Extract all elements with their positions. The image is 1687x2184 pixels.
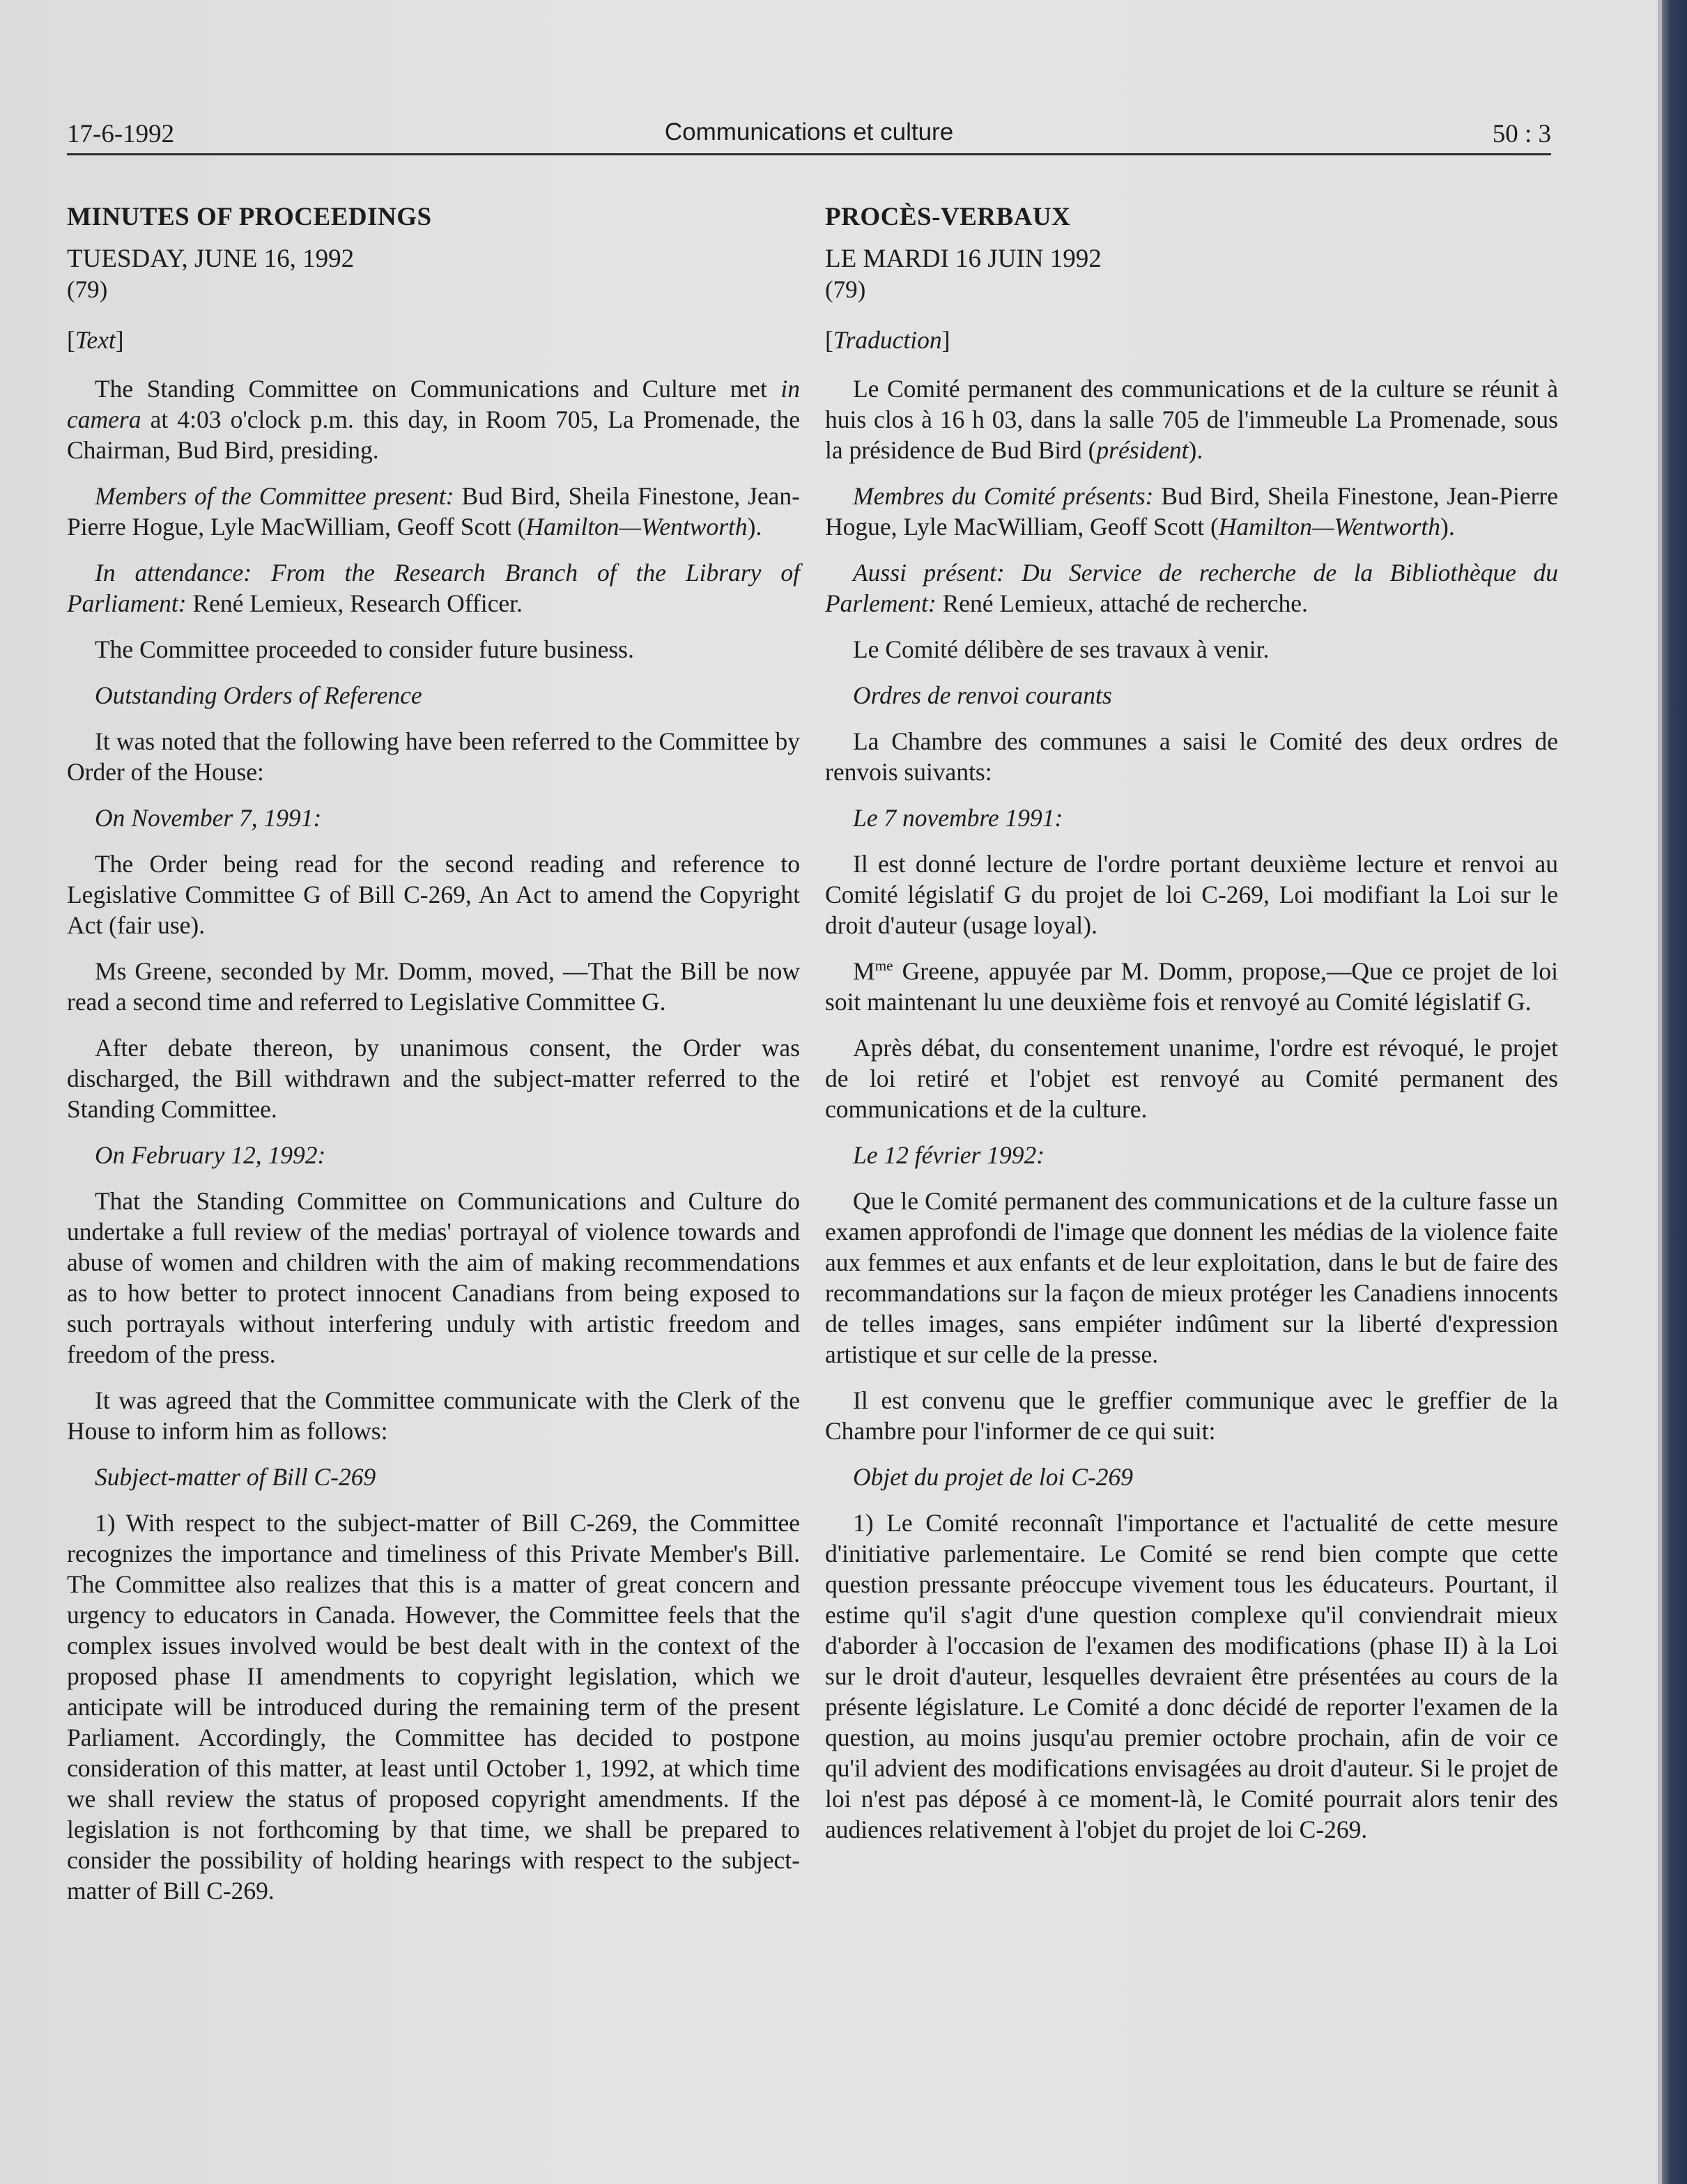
subheading-feb-12-fr: Le 12 février 1992: — [853, 1141, 1045, 1169]
bill-paragraph-fr: 1) Le Comité reconnaît l'importance et l'actualité de cette mesure d'initiative parlementaire. Le Comité se rend bien compte que cette question pressante préoccupe vivement tous les éducateurs. Pourtant, il estime qu'il s'agit d'une question complexe qu'il conviendrait mieux d'aborder à l'occasion de l'examen des modifications (phase II) à la Loi sur le droit d'auteur, lesquelles devraient être présentées au cours de la présente législature. Le Comité a donc décidé de reporter l'examen de la question, au moins jusqu'au premier octobre prochain, afin de voir ce qu'il advient des modifications envisagées au droit d'auteur. Si le projet de loi n'est pas déposé à ce moment-là, le Comité pourrait alors tenir des audiences relativement à l'objet du projet de loi C-269. — [825, 1509, 1558, 1843]
members-present-label: Members of the Committee present: — [95, 482, 454, 510]
order-read-paragraph: The Order being read for the second reading and reference to Legislative Committee G of Bill C-269, An Act to amend the Copyright Act (fair use). — [67, 850, 800, 939]
referral-paragraph: It was noted that the following have been referred to the Committee by Order of the House: — [67, 727, 800, 786]
header-title: Communications et culture — [664, 118, 954, 146]
members-riding-fr: Hamilton—Wentworth — [1218, 513, 1441, 541]
debate-paragraph-fr: Après débat, du consentement unanime, l'ordre est révoqué, le projet de loi retiré et l'objet est renvoyé au Comité permanent des communications et de la culture. — [825, 1034, 1558, 1123]
motion-paragraph-fr — [825, 956, 1558, 1017]
subheading-bill: Subject-matter of Bill C-269 — [95, 1463, 376, 1491]
members-present-text-fr: Bud Bird, Sheila Finestone, Jean-Pierre Hogue, Lyle MacWilliam, Geoff Scott ( — [825, 482, 1558, 541]
members-present-paragraph-fr — [825, 481, 1558, 542]
meeting-date: TUESDAY, JUNE 16, 1992 — [67, 245, 355, 273]
members-close: ). — [747, 513, 762, 541]
header-page-number: 50 : 3 — [1492, 120, 1551, 148]
motion-title-fr: M — [853, 957, 875, 985]
opening-paragraph — [67, 373, 800, 465]
opening-text-italic: in camera — [67, 375, 800, 433]
translation-tag-label: Traduction — [833, 326, 942, 354]
subheading-orders: Outstanding Orders of Reference — [95, 681, 422, 709]
agreed-paragraph-fr: Il est convenu que le greffier communique avec le greffier de la Chambre pour l'informer de ce qui suit: — [825, 1386, 1558, 1445]
review-paragraph: That the Standing Committee on Communications and Culture do undertake a full review of the medias' portrayal of violence towards and abuse of women and children with the aim of making recommendations as to how better to protect innocent Canadians from being exposed to such portrayals without interfering unduly with artistic freedom and freedom of the press. — [67, 1187, 800, 1368]
agreed-paragraph: It was agreed that the Committee communicate with the Clerk of the House to inform him as follows: — [67, 1386, 800, 1445]
members-present-paragraph — [67, 481, 800, 542]
page-header — [67, 110, 1551, 155]
text-tag-label: Text — [75, 326, 116, 354]
meeting-date-fr: LE MARDI 16 JUIN 1992 — [825, 245, 1102, 273]
attendance-text-fr: René Lemieux, attaché de recherche. — [936, 589, 1308, 617]
translation-tag: [Traduction] — [825, 326, 950, 354]
header-date: 17-6-1992 — [67, 120, 175, 148]
attendance-text: René Lemieux, Research Officer. — [186, 589, 523, 617]
business-paragraph-fr: Le Comité délibère de ses travaux à venir. — [853, 635, 1270, 663]
opening-paragraph-fr — [825, 373, 1558, 465]
attendance-label-fr: Aussi présent: Du Service de recherche de la Bibliothèque du Parlement: — [825, 559, 1558, 617]
attendance-paragraph-fr — [825, 557, 1558, 619]
french-column — [825, 202, 1558, 1860]
proces-verbaux-heading: PROCÈS-VERBAUX — [825, 203, 1071, 231]
opening-text-italic-fr: président — [1096, 436, 1189, 464]
subheading-orders-fr: Ordres de renvoi courants — [853, 681, 1112, 709]
sitting-number-fr: (79) — [825, 276, 866, 303]
subheading-feb-12: On February 12, 1992: — [95, 1141, 326, 1169]
opening-text-b: at 4:03 o'clock p.m. this day, in Room 705, La Promenade, the Chairman, Bud Bird, presiding. — [67, 405, 800, 464]
minutes-heading: MINUTES OF PROCEEDINGS — [67, 203, 432, 231]
opening-text-b-fr: ). — [1188, 436, 1203, 464]
attendance-label: In attendance: From the Research Branch of the Library of Parliament: — [67, 559, 800, 617]
opening-text-a: The Standing Committee on Communications and Culture met — [95, 375, 781, 403]
subheading-nov-7: On November 7, 1991: — [95, 804, 322, 832]
order-read-paragraph-fr: Il est donné lecture de l'ordre portant deuxième lecture et renvoi au Comité législatif G du projet de loi C-269, Loi modifiant la Loi sur le droit d'auteur (usage loyal). — [825, 850, 1558, 939]
english-column — [67, 202, 800, 1921]
review-paragraph-fr: Que le Comité permanent des communications et de la culture fasse un examen approfondi de l'image que donnent les médias de la violence faite aux femmes et aux enfants et de leur exploitation, dans le but de faire des recommandations sur la façon de mieux protéger les Canadiens innocents de telles images, sans empiéter indûment sur la liberté d'expression artistique et sur celle de la presse. — [825, 1187, 1558, 1368]
subheading-bill-fr: Objet du projet de loi C-269 — [853, 1463, 1133, 1491]
members-present-text: Bud Bird, Sheila Finestone, Jean-Pierre Hogue, Lyle MacWilliam, Geoff Scott ( — [67, 482, 800, 541]
debate-paragraph: After debate thereon, by unanimous consent, the Order was discharged, the Bill withdrawn and the subject-matter referred to the Standing Committee. — [67, 1034, 800, 1123]
motion-text-fr: Greene, appuyée par M. Domm, propose,—Que ce projet de loi soit maintenant lu une deuxième fois et renvoyé au Comité législatif G. — [825, 957, 1558, 1016]
sitting-number: (79) — [67, 276, 108, 303]
bill-paragraph: 1) With respect to the subject-matter of Bill C-269, the Committee recognizes the importance and timeliness of this Private Member's Bill. The Committee also realizes that this is a matter of great concern and urgency to educators in Canada. However, the Committee feels that the complex issues involved would be best dealt with in the context of the proposed phase II amendments to copyright legislation, which we anticipate will be introduced during the remaining term of the present Parliament. Accordingly, the Committee has decided to postpone consideration of this matter, at least until October 1, 1992, at which time we shall review the status of proposed copyright amendments. If the legislation is not forthcoming by that time, we shall be prepared to consider the possibility of holding hearings with respect to the subject-matter of Bill C-269. — [67, 1509, 800, 1905]
referral-paragraph-fr: La Chambre des communes a saisi le Comité des deux ordres de renvois suivants: — [825, 727, 1558, 786]
binder-spine — [1662, 0, 1687, 2184]
members-present-label-fr: Membres du Comité présents: — [853, 482, 1154, 510]
opening-text-a-fr: Le Comité permanent des communications et de la culture se réunit à huis clos à 16 h 03, dans la salle 705 de l'immeuble La Promenade, sous la présidence de Bud Bird ( — [825, 375, 1558, 464]
text-tag: [Text] — [67, 326, 124, 354]
members-close-fr: ). — [1440, 513, 1455, 541]
business-paragraph: The Committee proceeded to consider future business. — [95, 635, 634, 663]
attendance-paragraph — [67, 557, 800, 619]
members-riding: Hamilton—Wentworth — [525, 513, 748, 541]
subheading-nov-7-fr: Le 7 novembre 1991: — [853, 804, 1063, 832]
motion-paragraph: Ms Greene, seconded by Mr. Domm, moved, —That the Bill be now read a second time and referred to Legislative Committee G. — [67, 957, 800, 1016]
motion-title-sup-fr: me — [875, 957, 893, 975]
